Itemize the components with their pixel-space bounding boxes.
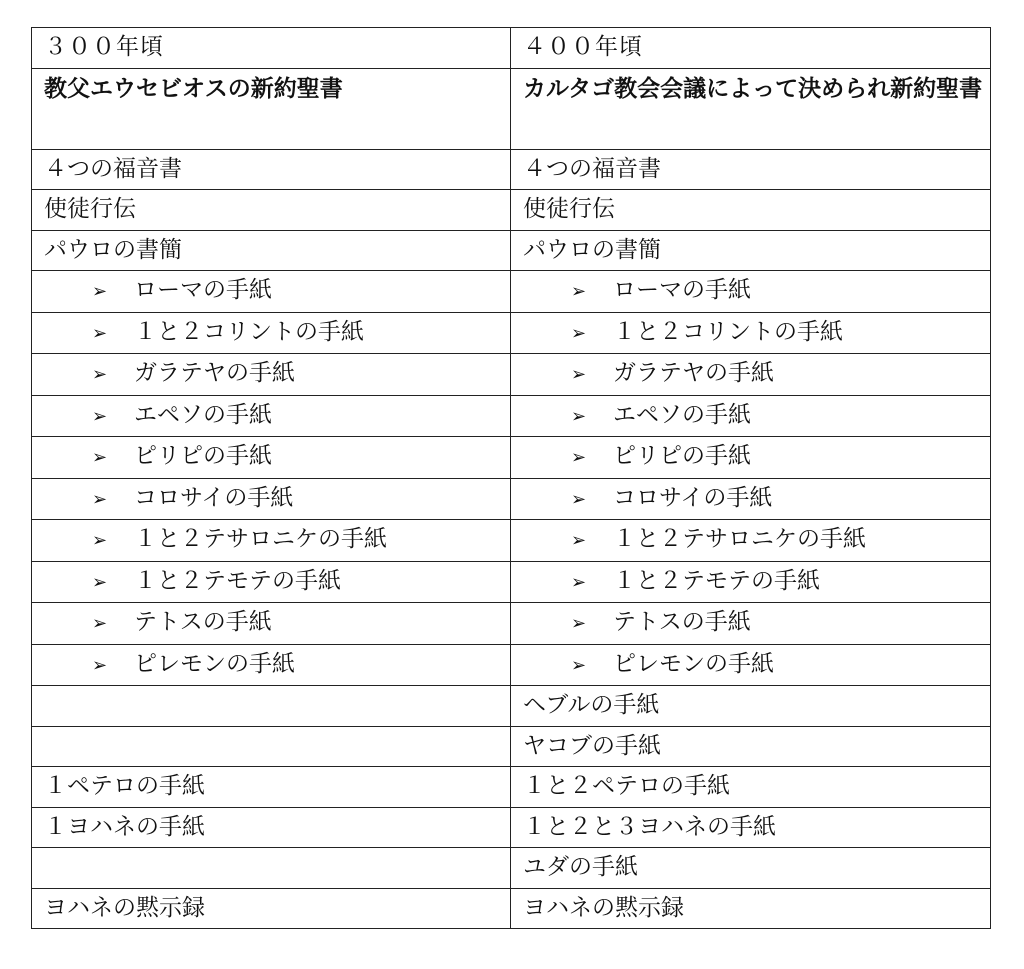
cell-text: テトスの手紙 xyxy=(613,609,751,635)
table-cell-right xyxy=(511,888,991,929)
table-row xyxy=(32,561,991,603)
cell-text: ローマの手紙 xyxy=(613,277,751,303)
bullet-arrow-icon: ➢ xyxy=(92,281,108,302)
bullet-arrow-icon: ➢ xyxy=(571,530,587,551)
cell-text: ヨハネの黙示録 xyxy=(44,894,205,921)
table-cell-right xyxy=(511,767,991,808)
table-cell-left xyxy=(32,726,511,767)
cell-text: ピレモンの手紙 xyxy=(613,650,774,677)
cell-text: ピリピの手紙 xyxy=(613,443,751,469)
table-row xyxy=(32,230,991,271)
header-year-left: ３００年頃 xyxy=(32,28,511,69)
cell-text: ４つの福音書 xyxy=(44,155,182,182)
cell-text: １と２テモテの手紙 xyxy=(613,567,820,594)
bullet-arrow-icon: ➢ xyxy=(92,405,108,427)
table-row xyxy=(32,478,991,520)
table-cell-left xyxy=(32,312,511,354)
cell-text: １と２テサロニケの手紙 xyxy=(613,526,866,552)
bullet-arrow-icon: ➢ xyxy=(92,571,108,593)
cell-text: １と２コリントの手紙 xyxy=(134,318,364,345)
table-cell-left xyxy=(32,520,511,562)
table-cell-left xyxy=(32,478,511,520)
cell-text: ヨハネの黙示録 xyxy=(523,894,684,921)
table-cell-left xyxy=(32,848,511,889)
cell-text: ガラテヤの手紙 xyxy=(613,360,774,386)
bullet-arrow-icon: ➢ xyxy=(92,447,108,468)
bullet-arrow-icon: ➢ xyxy=(571,488,587,510)
table-row xyxy=(32,149,991,190)
table-row xyxy=(32,603,991,645)
table-cell-right xyxy=(511,149,991,190)
cell-text: パウロの書簡 xyxy=(523,236,661,263)
table-row xyxy=(32,354,991,396)
table-cell-left xyxy=(32,437,511,479)
table-row xyxy=(32,190,991,231)
table-row xyxy=(32,726,991,767)
cell-text: パウロの書簡 xyxy=(44,236,182,263)
table-cell-left xyxy=(32,271,511,313)
cell-text: ガラテヤの手紙 xyxy=(134,360,295,386)
table-row xyxy=(32,271,991,313)
cell-text: ピレモンの手紙 xyxy=(134,650,295,677)
cell-text: 使徒行伝 xyxy=(523,196,615,222)
bullet-arrow-icon: ➢ xyxy=(571,322,587,344)
bullet-arrow-icon: ➢ xyxy=(92,322,108,344)
bullet-arrow-icon: ➢ xyxy=(92,654,108,676)
cell-text: ４つの福音書 xyxy=(523,155,661,182)
cell-text: コロサイの手紙 xyxy=(134,484,294,511)
table-cell-right xyxy=(511,395,991,437)
table-cell-left xyxy=(32,395,511,437)
cell-text: １ペテロの手紙 xyxy=(44,773,205,799)
table-cell-right xyxy=(511,520,991,562)
bullet-arrow-icon: ➢ xyxy=(571,364,587,385)
cell-text: １と２と３ヨハネの手紙 xyxy=(523,813,776,840)
table-cell-right xyxy=(511,644,991,686)
bullet-arrow-icon: ➢ xyxy=(92,488,108,510)
cell-text: ヤコブの手紙 xyxy=(523,732,661,759)
cell-text: テトスの手紙 xyxy=(134,609,272,635)
cell-text: エペソの手紙 xyxy=(613,401,751,428)
cell-text: １と２テサロニケの手紙 xyxy=(134,526,387,552)
cell-text: 使徒行伝 xyxy=(44,196,136,222)
table-cell-right xyxy=(511,807,991,848)
bullet-arrow-icon: ➢ xyxy=(92,364,108,385)
table-cell-right xyxy=(511,230,991,271)
table-cell-right xyxy=(511,478,991,520)
cell-text: ローマの手紙 xyxy=(134,277,272,303)
bullet-arrow-icon: ➢ xyxy=(571,571,587,593)
comparison-table xyxy=(31,27,991,929)
header-row-year xyxy=(32,28,991,69)
cell-text: ユダの手紙 xyxy=(523,854,638,880)
cell-text: １ヨハネの手紙 xyxy=(44,813,205,840)
bullet-arrow-icon: ➢ xyxy=(571,654,587,676)
table-cell-left xyxy=(32,561,511,603)
bullet-arrow-icon: ➢ xyxy=(92,530,108,551)
table-cell-left xyxy=(32,354,511,396)
table-cell-left xyxy=(32,190,511,231)
table-row xyxy=(32,644,991,686)
table-cell-right xyxy=(511,190,991,231)
table-row xyxy=(32,312,991,354)
bullet-arrow-icon: ➢ xyxy=(571,405,587,427)
header-title-right: カルタゴ教会会議によって決められ新約聖書 xyxy=(511,68,991,149)
cell-text: エペソの手紙 xyxy=(134,401,272,428)
table-cell-left xyxy=(32,807,511,848)
cell-text: ヘブルの手紙 xyxy=(523,692,660,718)
cell-text: ピリピの手紙 xyxy=(134,443,272,469)
header-year-right: ４００年頃 xyxy=(511,28,991,69)
table-row xyxy=(32,807,991,848)
table-cell-right xyxy=(511,312,991,354)
table-row xyxy=(32,686,991,727)
cell-text: １と２コリントの手紙 xyxy=(613,318,843,345)
bullet-arrow-icon: ➢ xyxy=(571,281,587,302)
cell-text: １と２テモテの手紙 xyxy=(134,567,341,594)
table-row xyxy=(32,520,991,562)
cell-text: １と２ペテロの手紙 xyxy=(523,773,730,799)
header-title-left: 教父エウセビオスの新約聖書 xyxy=(32,68,511,149)
table-row xyxy=(32,395,991,437)
table-cell-left xyxy=(32,149,511,190)
bullet-arrow-icon: ➢ xyxy=(571,447,587,468)
table-body xyxy=(32,28,991,929)
table-row xyxy=(32,848,991,889)
table-cell-right xyxy=(511,437,991,479)
table-cell-right xyxy=(511,603,991,645)
table-cell-right xyxy=(511,686,991,727)
table-row xyxy=(32,767,991,808)
table-row xyxy=(32,888,991,929)
table-cell-left xyxy=(32,644,511,686)
table-cell-right xyxy=(511,726,991,767)
table-cell-left xyxy=(32,230,511,271)
cell-text: コロサイの手紙 xyxy=(613,484,773,511)
table-cell-right xyxy=(511,561,991,603)
table-cell-right xyxy=(511,354,991,396)
table-cell-left xyxy=(32,686,511,727)
table-row xyxy=(32,437,991,479)
bullet-arrow-icon: ➢ xyxy=(571,613,587,634)
table-cell-left xyxy=(32,888,511,929)
table-cell-left xyxy=(32,767,511,808)
bullet-arrow-icon: ➢ xyxy=(92,613,108,634)
table-cell-right xyxy=(511,271,991,313)
table-cell-left xyxy=(32,603,511,645)
header-row-title xyxy=(32,68,991,149)
table-cell-right xyxy=(511,848,991,889)
